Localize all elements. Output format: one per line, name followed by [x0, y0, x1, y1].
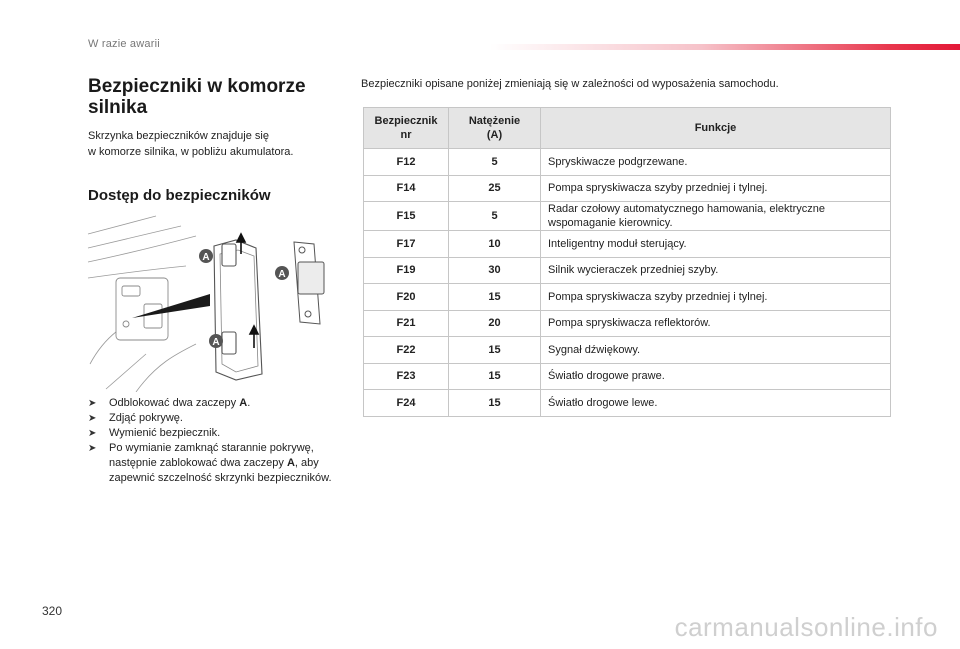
callout-a-1 — [199, 249, 213, 263]
step-item: ➤ Po wymianie zamknąć starannie pokrywę, następnie zablokować dwa zaczepy A, aby zapewnić szczelność skrzynki bezpieczników. — [88, 442, 332, 484]
function-cell: Pompa spryskiwacza reflektorów. — [541, 310, 891, 337]
fuse-box-diagram — [86, 214, 326, 392]
intro-line-2: w komorze silnika, w pobliżu akumulatora. — [88, 146, 294, 158]
fuse-number-cell: F22 — [364, 337, 449, 364]
engine-line-2 — [88, 226, 181, 248]
callout-a-2 — [275, 266, 289, 280]
function-cell: Radar czołowy automatycznego hamowania, elektryczne wspomaganie kierownicy. — [541, 202, 891, 231]
amperage-cell: 15 — [449, 284, 541, 311]
fuse-number-cell: F14 — [364, 175, 449, 202]
fuse-row — [364, 390, 891, 417]
function-cell: Sygnał dźwiękowy. — [541, 337, 891, 364]
equipment-note: Bezpieczniki opisane poniżej zmieniają się w zależności od wyposażenia samochodu. — [361, 78, 779, 90]
header-accent-bar — [490, 44, 960, 50]
callout-a-3 — [209, 334, 223, 348]
function-cell: Spryskiwacze podgrzewane. — [541, 149, 891, 176]
fuse-row — [364, 284, 891, 311]
steps-list — [88, 396, 348, 486]
engine-line-6 — [136, 344, 196, 392]
arrow-right-icon: ➤ — [88, 428, 97, 439]
amperage-cell: 15 — [449, 363, 541, 390]
section-header-title: W razie awarii — [88, 38, 160, 50]
fuse-number-cell: F24 — [364, 390, 449, 417]
engine-line-1 — [88, 216, 156, 234]
amperage-cell: 30 — [449, 257, 541, 284]
amperage-cell: 5 — [449, 149, 541, 176]
fuse-number-cell: F17 — [364, 231, 449, 258]
fuse-row — [364, 337, 891, 364]
fuse-row — [364, 149, 891, 176]
callout-a-1-label: A — [202, 252, 210, 263]
step-item: ➤ Odblokować dwa zaczepy A. — [88, 397, 251, 409]
page-number: 320 — [41, 604, 62, 618]
fuse-number-cell: F20 — [364, 284, 449, 311]
fuse-number-cell: F19 — [364, 257, 449, 284]
function-cell: Pompa spryskiwacza szyby przedniej i tylnej. — [541, 175, 891, 202]
step-item: ➤ Zdjąć pokrywę. — [88, 412, 183, 424]
function-cell: Światło drogowe prawe. — [541, 363, 891, 390]
fuse-number-cell: F23 — [364, 363, 449, 390]
fuse-table — [363, 107, 891, 417]
amperage-cell: 15 — [449, 337, 541, 364]
function-cell: Silnik wycieraczek przedniej szyby. — [541, 257, 891, 284]
intro-line-1: Skrzynka bezpieczników znajduje się — [88, 130, 269, 142]
fuse-table-header — [364, 108, 891, 149]
header-amperage: Natężenie (A) — [449, 108, 541, 149]
amperage-cell: 5 — [449, 202, 541, 231]
arrow-right-icon: ➤ — [88, 398, 97, 409]
watermark: carmanualsonline.info — [674, 612, 938, 642]
header-functions: Funkcje — [541, 108, 891, 149]
callout-a-3-label: A — [212, 337, 220, 348]
function-cell: Pompa spryskiwacza szyby przedniej i tylnej. — [541, 284, 891, 311]
engine-line-7 — [106, 354, 146, 389]
header-fuse-number: Bezpiecznik nr — [364, 108, 449, 149]
amperage-cell: 15 — [449, 390, 541, 417]
page-title: Bezpieczniki w komorze silnika — [88, 76, 306, 118]
fuse-row — [364, 231, 891, 258]
clip-detail — [294, 242, 324, 324]
access-subtitle: Dostęp do bezpieczników — [88, 187, 271, 204]
fuse-number-cell: F21 — [364, 310, 449, 337]
fuse-number-cell: F12 — [364, 149, 449, 176]
function-cell: Światło drogowe lewe. — [541, 390, 891, 417]
arrow-right-icon: ➤ — [88, 443, 97, 454]
arrow-right-icon: ➤ — [88, 413, 97, 424]
fuse-box-cover — [214, 240, 262, 380]
fuse-row — [364, 175, 891, 202]
engine-line-4 — [88, 266, 186, 278]
amperage-cell: 10 — [449, 231, 541, 258]
callout-a-2-label: A — [278, 269, 286, 280]
engine-line-3 — [88, 236, 196, 262]
function-cell: Inteligentny moduł sterujący. — [541, 231, 891, 258]
amperage-cell: 25 — [449, 175, 541, 202]
fuse-row — [364, 202, 891, 231]
fuse-row — [364, 257, 891, 284]
intro-text — [88, 128, 348, 160]
amperage-cell: 20 — [449, 310, 541, 337]
fuse-number-cell: F15 — [364, 202, 449, 231]
fuse-row — [364, 363, 891, 390]
battery-box — [116, 278, 168, 340]
step-item: ➤ Wymienić bezpiecznik. — [88, 427, 221, 439]
fuse-row — [364, 310, 891, 337]
